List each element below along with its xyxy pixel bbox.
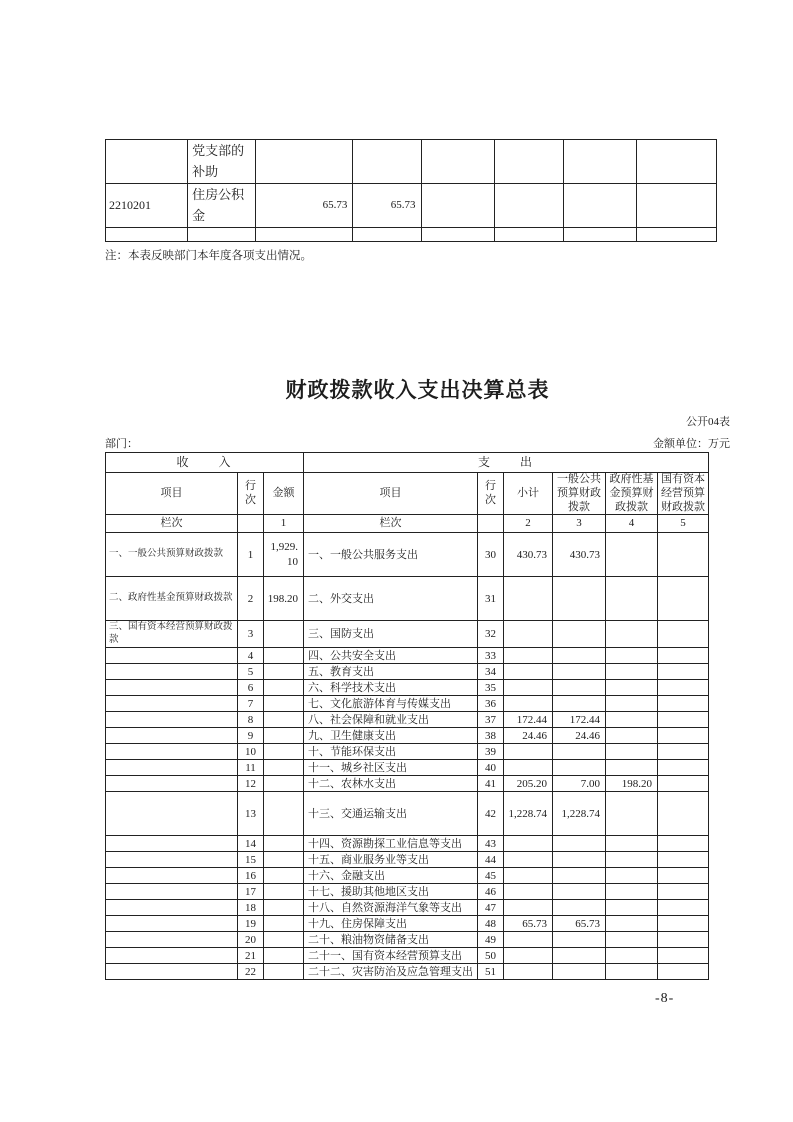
expense-item-cell: 二十二、灾害防治及应急管理支出: [304, 964, 478, 980]
table-row: [106, 964, 709, 980]
table-row: [106, 712, 709, 728]
table-row: [106, 916, 709, 932]
table-row: [106, 228, 717, 242]
name-cell: 住房公积金: [188, 184, 256, 228]
general-budget-cell: 172.44: [553, 712, 606, 728]
general-budget-cell: [553, 648, 606, 664]
table-row: [106, 884, 709, 900]
state-capital-cell: [658, 884, 709, 900]
income-item-cell: [106, 744, 238, 760]
general-budget-cell: [553, 680, 606, 696]
gov-fund-cell: [606, 932, 658, 948]
gov-fund-cell: [606, 760, 658, 776]
gov-fund-cell: [606, 648, 658, 664]
state-capital-cell: [658, 916, 709, 932]
amount-cell: [256, 140, 353, 184]
state-capital-cell: [658, 948, 709, 964]
unit-label: 金额单位：万元: [653, 438, 730, 450]
expense-item-cell: 十二、农林水支出: [304, 776, 478, 792]
gov-fund-cell: [606, 696, 658, 712]
amount-cell: 65.73: [256, 184, 353, 228]
subtotal-cell: [504, 621, 553, 648]
income-amount-cell: [264, 836, 304, 852]
income-amount-cell: [264, 712, 304, 728]
subtotal-cell: [504, 900, 553, 916]
table-row: [106, 776, 709, 792]
income-item-cell: [106, 916, 238, 932]
expense-item-cell: 十、节能环保支出: [304, 744, 478, 760]
income-amount-cell: [264, 964, 304, 980]
state-capital-cell: [658, 836, 709, 852]
gov-fund-cell: 198.20: [606, 776, 658, 792]
gov-fund-cell: [606, 916, 658, 932]
amount-cell: [421, 140, 494, 184]
gov-fund-cell: [606, 533, 658, 577]
state-capital-cell: [658, 648, 709, 664]
state-capital-cell: [658, 744, 709, 760]
name-cell: 党支部的补助: [188, 140, 256, 184]
income-line-cell: 4: [238, 648, 264, 664]
expense-line-cell: 46: [478, 884, 504, 900]
table-row: [106, 792, 709, 836]
subtotal-cell: 430.73: [504, 533, 553, 577]
gov-fund-cell: [606, 836, 658, 852]
income-item-cell: [106, 680, 238, 696]
income-line-cell: 13: [238, 792, 264, 836]
income-item-cell: 二、政府性基金预算财政拨款: [106, 577, 238, 621]
table-row: [106, 852, 709, 868]
amount-cell: [563, 228, 636, 242]
gov-fund-cell: [606, 577, 658, 621]
general-budget-cell: [553, 696, 606, 712]
general-budget-cell: [553, 621, 606, 648]
expense-line-cell: 37: [478, 712, 504, 728]
index-row-general-budget: 3: [553, 515, 606, 533]
state-capital-cell: [658, 760, 709, 776]
gov-fund-cell: [606, 948, 658, 964]
gov-fund-cell: [606, 852, 658, 868]
department-label: 部门：: [105, 438, 138, 450]
income-item-cell: [106, 648, 238, 664]
income-line-cell: 20: [238, 932, 264, 948]
table-note: 注：本表反映部门本年度各项支出情况。: [105, 250, 312, 262]
income-line-cell: 17: [238, 884, 264, 900]
income-item-cell: [106, 868, 238, 884]
amount-cell: [636, 140, 716, 184]
amount-cell: [563, 184, 636, 228]
expense-line-cell: 33: [478, 648, 504, 664]
expense-item-cell: 十六、金融支出: [304, 868, 478, 884]
income-amount-cell: 198.20: [264, 577, 304, 621]
expense-item-cell: 一、一般公共服务支出: [304, 533, 478, 577]
general-budget-cell: [553, 836, 606, 852]
state-capital-cell: [658, 852, 709, 868]
income-item-cell: [106, 900, 238, 916]
table-row: [106, 696, 709, 712]
expense-item-cell: 三、国防支出: [304, 621, 478, 648]
income-line-cell: 18: [238, 900, 264, 916]
state-capital-cell: [658, 712, 709, 728]
expense-item-cell: 十九、住房保障支出: [304, 916, 478, 932]
expense-item-cell: 十三、交通运输支出: [304, 792, 478, 836]
state-capital-cell: [658, 577, 709, 621]
fiscal-summary-body: [106, 533, 709, 980]
income-line-cell: 22: [238, 964, 264, 980]
subtotal-cell: [504, 680, 553, 696]
subtotal-cell: 24.46: [504, 728, 553, 744]
general-budget-cell: [553, 744, 606, 760]
income-amount-cell: [264, 648, 304, 664]
expense-section-header: 支 出: [304, 453, 709, 473]
income-line-cell: 5: [238, 664, 264, 680]
amount-cell: [421, 184, 494, 228]
expense-line-cell: 48: [478, 916, 504, 932]
table-meta-row: [105, 435, 730, 451]
income-line-cell: 6: [238, 680, 264, 696]
table-code-label: 公开04表: [686, 416, 730, 428]
subtotal-cell: [504, 852, 553, 868]
subtotal-cell: [504, 664, 553, 680]
income-line-cell: 1: [238, 533, 264, 577]
income-line-cell: 21: [238, 948, 264, 964]
state-capital-cell: [658, 728, 709, 744]
expense-item-cell: 十一、城乡社区支出: [304, 760, 478, 776]
expense-item-cell: 九、卫生健康支出: [304, 728, 478, 744]
col-header-general-budget: 一般公共预算财政拨款: [553, 473, 606, 515]
amount-cell: [494, 184, 563, 228]
expense-line-cell: 47: [478, 900, 504, 916]
expense-line-cell: 36: [478, 696, 504, 712]
income-item-cell: [106, 884, 238, 900]
gov-fund-cell: [606, 621, 658, 648]
income-item-cell: [106, 836, 238, 852]
income-amount-cell: [264, 868, 304, 884]
gov-fund-cell: [606, 744, 658, 760]
table-row: [106, 932, 709, 948]
code-cell: 2210201: [106, 184, 188, 228]
state-capital-cell: [658, 900, 709, 916]
income-item-cell: [106, 712, 238, 728]
table-row: [106, 836, 709, 852]
subtotal-cell: [504, 948, 553, 964]
amount-cell: [353, 140, 421, 184]
expense-line-cell: 34: [478, 664, 504, 680]
gov-fund-cell: [606, 712, 658, 728]
general-budget-cell: [553, 760, 606, 776]
table-row: [106, 577, 709, 621]
income-item-cell: [106, 852, 238, 868]
amount-cell: [636, 228, 716, 242]
expense-line-cell: 32: [478, 621, 504, 648]
amount-cell: [421, 228, 494, 242]
income-amount-cell: [264, 932, 304, 948]
state-capital-cell: [658, 964, 709, 980]
index-row-gov-fund: 4: [606, 515, 658, 533]
general-budget-cell: [553, 577, 606, 621]
expense-line-cell: 51: [478, 964, 504, 980]
subtotal-cell: [504, 760, 553, 776]
expense-line-cell: 45: [478, 868, 504, 884]
expense-line-cell: 39: [478, 744, 504, 760]
income-line-cell: 15: [238, 852, 264, 868]
general-budget-cell: [553, 868, 606, 884]
expense-item-cell: 八、社会保障和就业支出: [304, 712, 478, 728]
subtotal-cell: 1,228.74: [504, 792, 553, 836]
income-amount-cell: 1,929.10: [264, 533, 304, 577]
gov-fund-cell: [606, 900, 658, 916]
expense-line-cell: 41: [478, 776, 504, 792]
income-item-cell: [106, 760, 238, 776]
income-item-cell: [106, 792, 238, 836]
income-amount-cell: [264, 680, 304, 696]
subtotal-cell: 65.73: [504, 916, 553, 932]
income-amount-cell: [264, 900, 304, 916]
expense-item-cell: 二、外交支出: [304, 577, 478, 621]
subtotal-cell: 172.44: [504, 712, 553, 728]
income-item-cell: [106, 664, 238, 680]
table-row: [106, 680, 709, 696]
income-item-cell: [106, 932, 238, 948]
expense-line-cell: 43: [478, 836, 504, 852]
income-amount-cell: [264, 916, 304, 932]
code-cell: [106, 140, 188, 184]
expense-item-cell: 十五、商业服务业等支出: [304, 852, 478, 868]
state-capital-cell: [658, 776, 709, 792]
amount-cell: [636, 184, 716, 228]
col-header-expense-line: 行次: [478, 473, 504, 515]
table-row: [106, 664, 709, 680]
page-number: -8-: [655, 991, 675, 1006]
income-amount-cell: [264, 852, 304, 868]
subtotal-cell: [504, 696, 553, 712]
income-amount-cell: [264, 744, 304, 760]
income-line-cell: 3: [238, 621, 264, 648]
income-amount-cell: [264, 664, 304, 680]
state-capital-cell: [658, 696, 709, 712]
income-amount-cell: [264, 621, 304, 648]
expense-line-cell: 31: [478, 577, 504, 621]
income-line-cell: 10: [238, 744, 264, 760]
subtotal-cell: 205.20: [504, 776, 553, 792]
general-budget-cell: [553, 964, 606, 980]
subtotal-cell: [504, 744, 553, 760]
income-line-cell: 16: [238, 868, 264, 884]
table-row: [106, 868, 709, 884]
state-capital-cell: [658, 680, 709, 696]
income-line-cell: 11: [238, 760, 264, 776]
expense-item-cell: 十四、资源勘探工业信息等支出: [304, 836, 478, 852]
expense-item-cell: 十八、自然资源海洋气象等支出: [304, 900, 478, 916]
table-row: [106, 728, 709, 744]
code-cell: [106, 228, 188, 242]
amount-cell: [256, 228, 353, 242]
general-budget-cell: 65.73: [553, 916, 606, 932]
subtotal-cell: [504, 932, 553, 948]
expense-line-cell: 38: [478, 728, 504, 744]
expenditure-detail-table-continued: [105, 139, 717, 242]
col-header-subtotal: 小计: [504, 473, 553, 515]
general-budget-cell: [553, 884, 606, 900]
expense-line-cell: 49: [478, 932, 504, 948]
amount-cell: [494, 140, 563, 184]
subtotal-cell: [504, 868, 553, 884]
income-line-cell: 9: [238, 728, 264, 744]
expense-line-cell: 42: [478, 792, 504, 836]
index-row-expense-line: [478, 515, 504, 533]
table-row: [106, 533, 709, 577]
income-section-header: 收 入: [106, 453, 304, 473]
income-item-cell: [106, 696, 238, 712]
general-budget-cell: [553, 664, 606, 680]
general-budget-cell: 7.00: [553, 776, 606, 792]
gov-fund-cell: [606, 884, 658, 900]
fiscal-summary-header: [106, 453, 709, 533]
income-item-cell: [106, 776, 238, 792]
income-amount-cell: [264, 760, 304, 776]
income-item-cell: [106, 728, 238, 744]
table-row: [106, 744, 709, 760]
general-budget-cell: 1,228.74: [553, 792, 606, 836]
index-row-income-line: [238, 515, 264, 533]
expense-item-cell: 七、文化旅游体育与传媒支出: [304, 696, 478, 712]
income-amount-cell: [264, 696, 304, 712]
expense-item-cell: 二十、粮油物资储备支出: [304, 932, 478, 948]
expenditure-detail-table-body: [106, 140, 717, 242]
name-cell: [188, 228, 256, 242]
subtotal-cell: [504, 577, 553, 621]
state-capital-cell: [658, 533, 709, 577]
table-row: [106, 621, 709, 648]
income-amount-cell: [264, 884, 304, 900]
income-item-cell: 三、国有资本经营预算财政拨款: [106, 621, 238, 648]
amount-cell: 65.73: [353, 184, 421, 228]
gov-fund-cell: [606, 680, 658, 696]
general-budget-cell: 24.46: [553, 728, 606, 744]
income-line-cell: 19: [238, 916, 264, 932]
income-amount-cell: [264, 728, 304, 744]
income-line-cell: 2: [238, 577, 264, 621]
expense-item-cell: 二十一、国有资本经营预算支出: [304, 948, 478, 964]
general-budget-cell: [553, 948, 606, 964]
col-header-state-capital: 国有资本经营预算财政拨款: [658, 473, 709, 515]
state-capital-cell: [658, 621, 709, 648]
fiscal-summary-table: [105, 452, 709, 980]
col-header-expense-item: 项目: [304, 473, 478, 515]
income-item-cell: 一、一般公共预算财政拨款: [106, 533, 238, 577]
table-row: [106, 140, 717, 184]
amount-cell: [494, 228, 563, 242]
expense-line-cell: 35: [478, 680, 504, 696]
col-header-gov-fund: 政府性基金预算财政拨款: [606, 473, 658, 515]
table-row: [106, 948, 709, 964]
expense-item-cell: 六、科学技术支出: [304, 680, 478, 696]
gov-fund-cell: [606, 964, 658, 980]
subtotal-cell: [504, 964, 553, 980]
col-header-income-amount: 金额: [264, 473, 304, 515]
income-item-cell: [106, 948, 238, 964]
state-capital-cell: [658, 792, 709, 836]
index-row-expense-label: 栏次: [304, 515, 478, 533]
income-amount-cell: [264, 792, 304, 836]
gov-fund-cell: [606, 792, 658, 836]
col-header-income-line: 行次: [238, 473, 264, 515]
page-title: 财政拨款收入支出决算总表: [285, 379, 550, 402]
income-item-cell: [106, 964, 238, 980]
table-row: [106, 760, 709, 776]
expense-line-cell: 40: [478, 760, 504, 776]
index-row-state-capital: 5: [658, 515, 709, 533]
expense-item-cell: 四、公共安全支出: [304, 648, 478, 664]
gov-fund-cell: [606, 664, 658, 680]
state-capital-cell: [658, 868, 709, 884]
income-amount-cell: [264, 948, 304, 964]
table-row: [106, 900, 709, 916]
amount-cell: [353, 228, 421, 242]
expense-item-cell: 十七、援助其他地区支出: [304, 884, 478, 900]
income-line-cell: 7: [238, 696, 264, 712]
subtotal-cell: [504, 648, 553, 664]
general-budget-cell: [553, 852, 606, 868]
income-line-cell: 14: [238, 836, 264, 852]
index-row-income-label: 栏次: [106, 515, 238, 533]
income-line-cell: 12: [238, 776, 264, 792]
index-row-subtotal: 2: [504, 515, 553, 533]
subtotal-cell: [504, 836, 553, 852]
index-row-income-amount: 1: [264, 515, 304, 533]
state-capital-cell: [658, 664, 709, 680]
col-header-income-item: 项目: [106, 473, 238, 515]
expense-line-cell: 50: [478, 948, 504, 964]
gov-fund-cell: [606, 728, 658, 744]
expense-line-cell: 44: [478, 852, 504, 868]
table-row: [106, 184, 717, 228]
expense-item-cell: 五、教育支出: [304, 664, 478, 680]
gov-fund-cell: [606, 868, 658, 884]
expense-line-cell: 30: [478, 533, 504, 577]
subtotal-cell: [504, 884, 553, 900]
income-line-cell: 8: [238, 712, 264, 728]
income-amount-cell: [264, 776, 304, 792]
general-budget-cell: [553, 932, 606, 948]
table-row: [106, 648, 709, 664]
general-budget-cell: 430.73: [553, 533, 606, 577]
state-capital-cell: [658, 932, 709, 948]
amount-cell: [563, 140, 636, 184]
general-budget-cell: [553, 900, 606, 916]
